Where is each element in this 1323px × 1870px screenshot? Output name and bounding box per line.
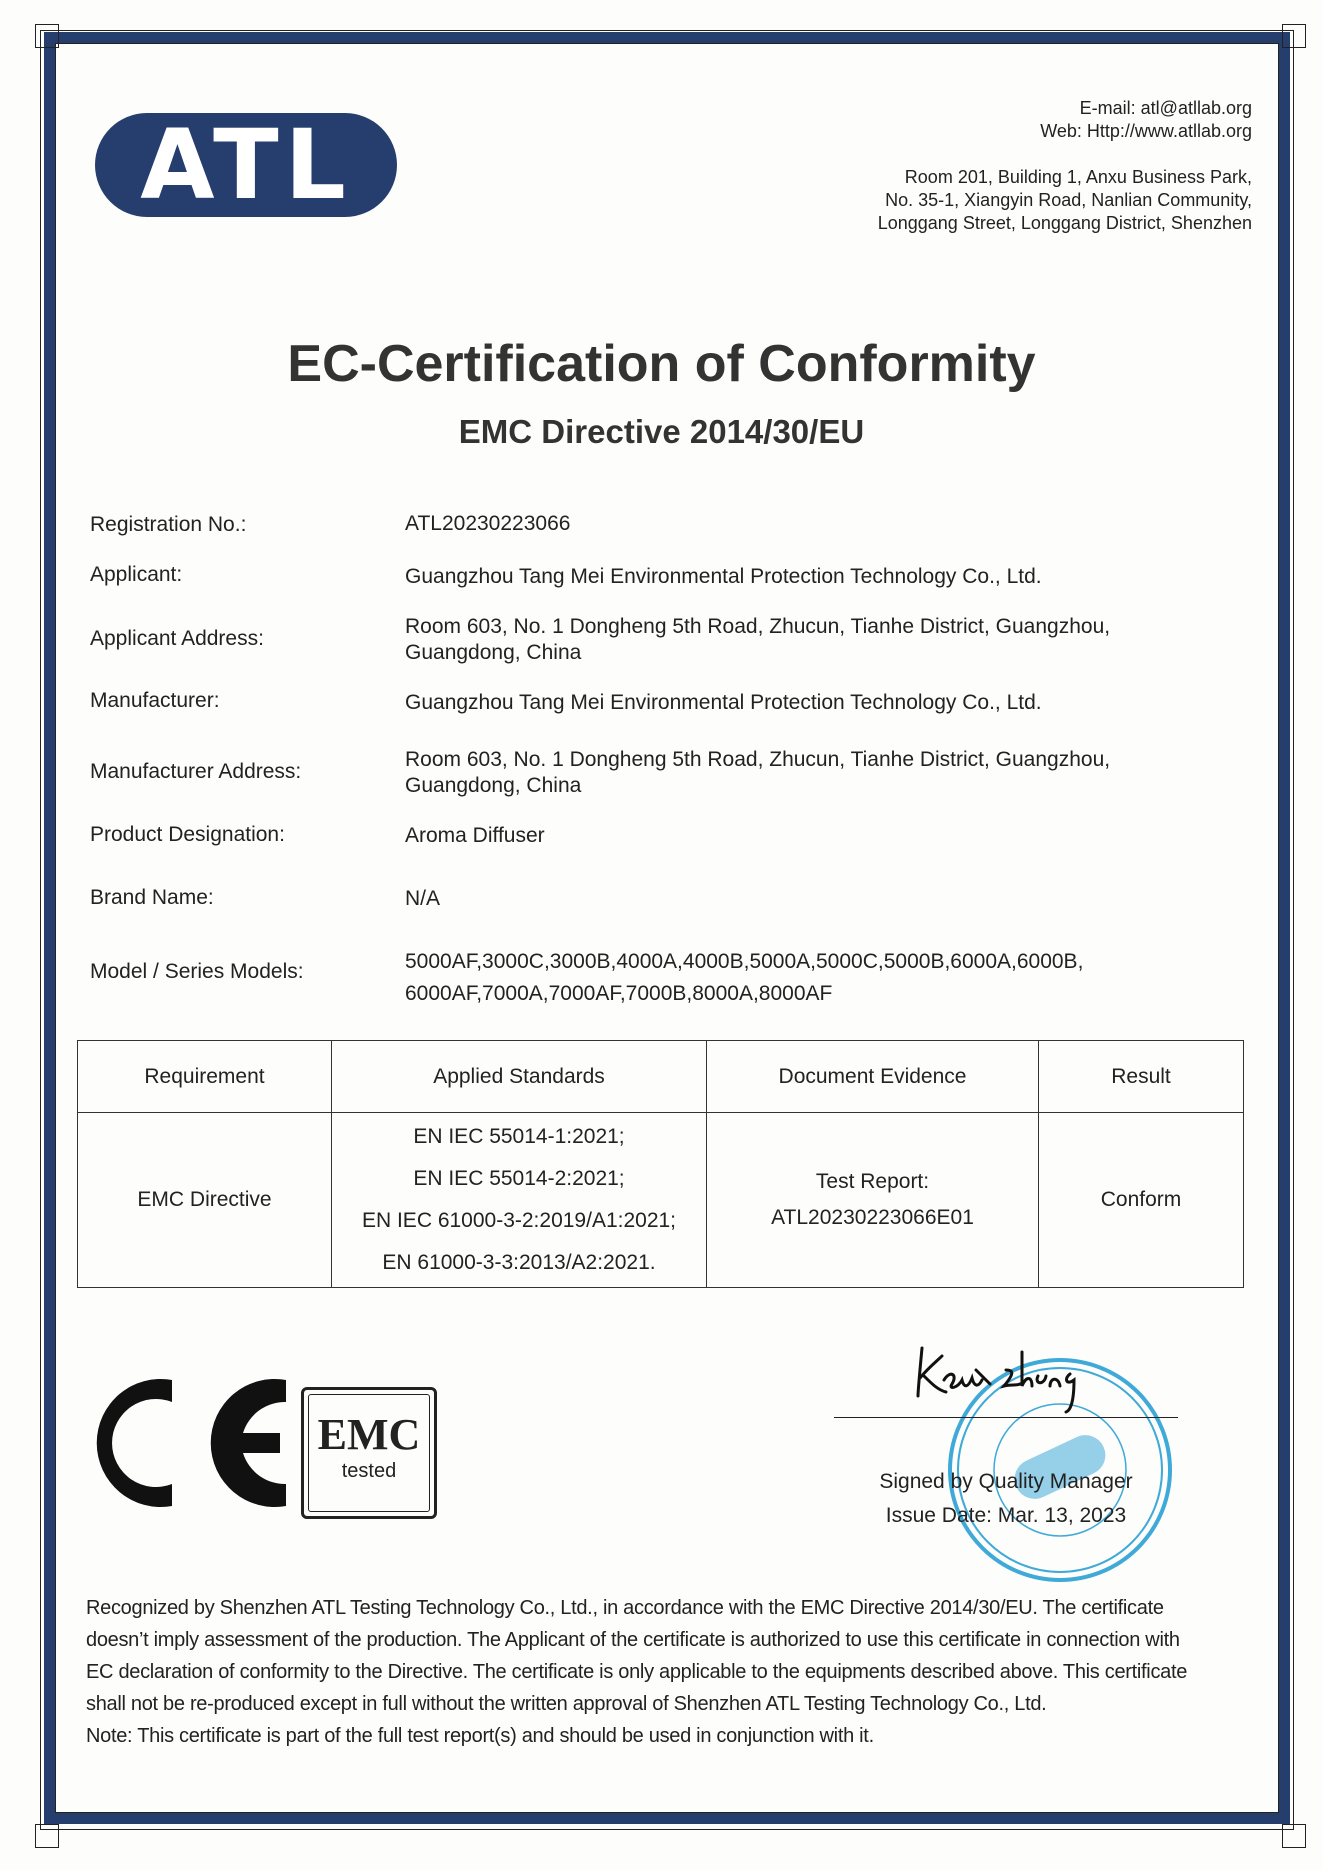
corner-ornament	[35, 24, 59, 48]
cell-standards	[332, 1113, 707, 1288]
page-title: EC-Certification of Conformity	[287, 335, 1036, 393]
cell-evidence	[707, 1113, 1039, 1288]
field-value: Guangzhou Tang Mei Environmental Protection Technology Co., Ltd.	[405, 565, 1042, 588]
ce-mark-icon	[90, 1372, 290, 1514]
footer-text	[86, 1592, 1266, 1752]
address-line: Longgang Street, Longgang District, Shenzhen	[877, 213, 1252, 233]
standard: EN IEC 61000-3-2:2019/A1:2021;	[361, 1209, 677, 1232]
field-label: Product Designation:	[90, 823, 285, 846]
corner-ornament	[1282, 24, 1306, 48]
cell-requirement: EMC Directive	[78, 1113, 332, 1288]
footer-line: shall not be re-produced except in full without the written approval of Shenzhen ATL Testing Technology Co., Ltd.	[86, 1693, 1047, 1715]
address-line: No. 35-1, Xiangyin Road, Nanlian Community,	[885, 190, 1252, 210]
header-standards: Applied Standards	[332, 1041, 707, 1113]
field-label: Model / Series Models:	[90, 960, 304, 983]
field-label: Applicant:	[90, 563, 183, 586]
conformity-table	[77, 1040, 1244, 1288]
signature-icon	[910, 1340, 1090, 1420]
field-label: Manufacturer Address:	[90, 760, 302, 783]
email: E-mail: atl@atllab.org	[1079, 98, 1252, 118]
field-value: Guangzhou Tang Mei Environmental Protection Technology Co., Ltd.	[405, 691, 1042, 714]
address-line: Room 201, Building 1, Anxu Business Park,	[904, 167, 1252, 187]
page-subtitle: EMC Directive 2014/30/EU	[458, 413, 865, 450]
contact-block	[1040, 97, 1252, 143]
evidence-line: ATL20230223066E01	[771, 1206, 974, 1229]
value-line: Guangdong, China	[405, 641, 582, 664]
value-line: Room 603, No. 1 Dongheng 5th Road, Zhucun, Tianhe District, Guangzhou,	[405, 748, 1111, 771]
address-block	[878, 166, 1252, 235]
field-value	[405, 614, 1205, 666]
cell-result: Conform	[1039, 1113, 1244, 1288]
signed-by: Signed by Quality Manager	[879, 1470, 1133, 1493]
signature-block	[834, 1465, 1178, 1533]
field-label: Registration No.:	[90, 513, 247, 536]
value-line: 5000AF,3000C,3000B,4000A,4000B,5000A,5000C,5000B,6000A,6000B,	[405, 950, 1084, 973]
website: Web: Http://www.atllab.org	[1040, 121, 1252, 141]
signature-line	[834, 1417, 1178, 1418]
corner-ornament	[35, 1824, 59, 1848]
emc-tested-text: tested	[341, 1460, 397, 1482]
footer-line: Note: This certificate is part of the full test report(s) and should be used in conjunction with it.	[86, 1725, 874, 1747]
standard: EN IEC 55014-1:2021;	[413, 1125, 625, 1148]
field-value	[405, 747, 1205, 799]
corner-ornament	[1282, 1824, 1306, 1848]
field-value: N/A	[405, 887, 441, 910]
evidence-line: Test Report:	[815, 1170, 930, 1193]
emc-tested-mark	[301, 1387, 437, 1519]
standard: EN 61000-3-3:2013/A2:2021.	[382, 1251, 656, 1274]
field-value: ATL20230223066	[405, 512, 571, 535]
footer-line: Recognized by Shenzhen ATL Testing Technology Co., Ltd., in accordance with the EMC Directive 2014/30/EU. The certificate	[86, 1597, 1164, 1619]
field-label: Brand Name:	[90, 886, 214, 909]
value-line: Room 603, No. 1 Dongheng 5th Road, Zhucun, Tianhe District, Guangzhou,	[405, 615, 1111, 638]
value-line: 6000AF,7000A,7000AF,7000B,8000A,8000AF	[405, 982, 833, 1005]
table-header	[78, 1041, 1244, 1113]
header-evidence: Document Evidence	[707, 1041, 1039, 1113]
standard: EN IEC 55014-2:2021;	[413, 1167, 625, 1190]
footer-line: doesn’t imply assessment of the production. The Applicant of the certificate is authorized to use this certificate in connection with	[86, 1629, 1180, 1651]
issue-date: Issue Date: Mar. 13, 2023	[885, 1504, 1127, 1527]
footer-line: EC declaration of conformity to the Directive. The certificate is only applicable to the equipments described above. This certificate	[86, 1661, 1188, 1683]
header-result: Result	[1039, 1041, 1244, 1113]
field-value	[405, 946, 1205, 1010]
atl-logo: ATL	[95, 113, 397, 217]
field-label: Manufacturer:	[90, 689, 220, 712]
value-line: Guangdong, China	[405, 774, 582, 797]
field-label: Applicant Address:	[90, 627, 264, 650]
header-requirement: Requirement	[78, 1041, 332, 1113]
emc-text: EMC	[317, 1410, 421, 1459]
table-row	[78, 1113, 1244, 1288]
field-value: Aroma Diffuser	[405, 824, 545, 847]
